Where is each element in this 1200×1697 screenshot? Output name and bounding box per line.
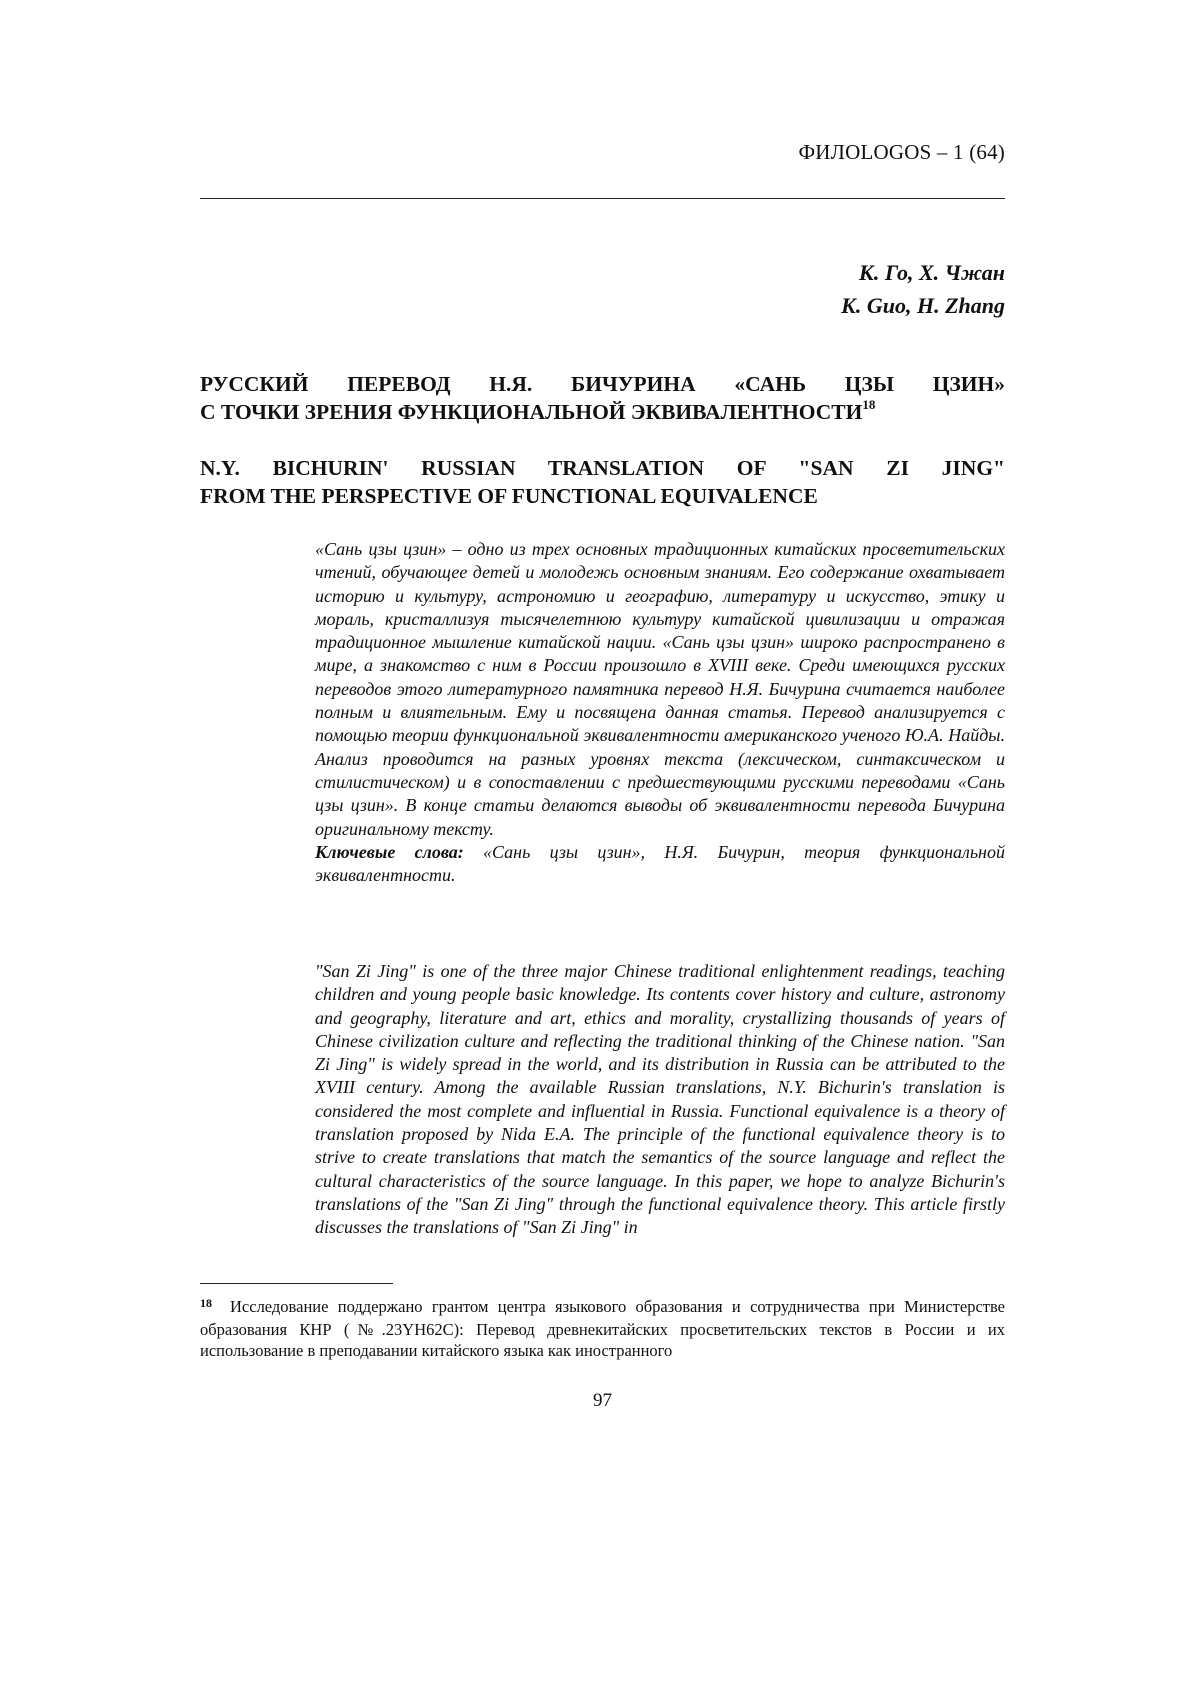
title-english xyxy=(200,454,1005,510)
title-russian-line2-wrap xyxy=(200,398,1005,426)
title-english-line2: FROM THE PERSPECTIVE OF FUNCTIONAL EQUIVALENCE xyxy=(200,482,1005,510)
header-divider xyxy=(200,198,1005,199)
footnote xyxy=(200,1296,1005,1361)
footnote-mark: 18 xyxy=(200,1296,212,1310)
keywords-text: «Сань цзы цзин», Н.Я. Бичурин, теория функциональной эквивалентности. xyxy=(315,842,1005,885)
footnote-text: Исследование поддержано грантом центра языкового образования и сотрудничества при Министерстве образования КНР (№.23YH62C): Перевод древнекитайских просветительских текстов в России и их использование в преподавании китайского языка как иностранного xyxy=(200,1297,1005,1360)
abstract-russian xyxy=(315,538,1005,887)
running-header: ФИЛOLOGOS – 1 (64) xyxy=(200,140,1005,165)
authors-russian: К. Го, Х. Чжан xyxy=(200,256,1005,289)
abstract-english xyxy=(315,960,1005,1240)
keywords-label: Ключевые слова: xyxy=(315,842,464,862)
title-russian-line1: РУССКИЙ ПЕРЕВОД Н.Я. БИЧУРИНА «САНЬ ЦЗЫ ЦЗИН» xyxy=(200,370,1005,398)
footnote-divider xyxy=(200,1283,393,1284)
page-number: 97 xyxy=(200,1390,1005,1412)
author-block xyxy=(200,256,1005,322)
title-english-line1: N.Y. BICHURIN' RUSSIAN TRANSLATION OF "SAN ZI JING" xyxy=(200,454,1005,482)
footnote-reference[interactable]: 18 xyxy=(862,397,875,412)
title-russian xyxy=(200,370,1005,426)
authors-english: K. Guo, H. Zhang xyxy=(200,289,1005,322)
abstract-english-text: "San Zi Jing" is one of the three major Chinese traditional enlightenment readings, teaching children and young people basic knowledge. Its contents cover history and culture, astronomy and geography, literature and art, ethics and morality, crystallizing thousands of years of Chinese civilization culture and reflecting the traditional thinking of the Chinese nation. "San Zi Jing" is widely spread in the world, and its distribution in Russia can be attributed to the XVIII century. Among the available Russian translations, N.Y. Bichurin's translation is considered the most complete and influential in Russia. Functional equivalence is a theory of translation proposed by Nida E.A. The principle of the functional equivalence theory is to strive to create translations that match the semantics of the source language and reflect the cultural characteristics of the source language. In this paper, we hope to analyze Bichurin's translations of the "San Zi Jing" through the functional equivalence theory. This article firstly discusses the translations of "San Zi Jing" in xyxy=(315,960,1005,1240)
title-russian-line2: С ТОЧКИ ЗРЕНИЯ ФУНКЦИОНАЛЬНОЙ ЭКВИВАЛЕНТНОСТИ xyxy=(200,400,862,424)
abstract-russian-text: «Сань цзы цзин» – одно из трех основных традиционных китайских просветительских чтений, обучающее детей и молодежь основным знаниям. Его содержание охватывает историю и культуру, астрономию и географию, литературу и искусство, этику и мораль, кристаллизуя тысячелетнюю культуру китайской цивилизации и отражая традиционное мышление китайской нации. «Сань цзы цзин» широко распространено в мире, а знакомство с ним в России произошло в XVIII веке. Среди имеющихся русских переводов этого литературного памятника перевод Н.Я. Бичурина считается наиболее полным и влиятельным. Ему и посвящена данная статья. Перевод анализируется с помощью теории функциональной эквивалентности американского ученого Ю.А. Найды. Анализ проводится на разных уровнях текста (лексическом, синтаксическом и стилистическом) и в сопоставлении с предшествующими русскими переводами «Сань цзы цзин». В конце статьи делаются выводы об эквивалентности перевода Бичурина оригинальному тексту. xyxy=(315,538,1005,841)
keywords xyxy=(315,841,1005,888)
journal-page xyxy=(0,0,1200,1697)
